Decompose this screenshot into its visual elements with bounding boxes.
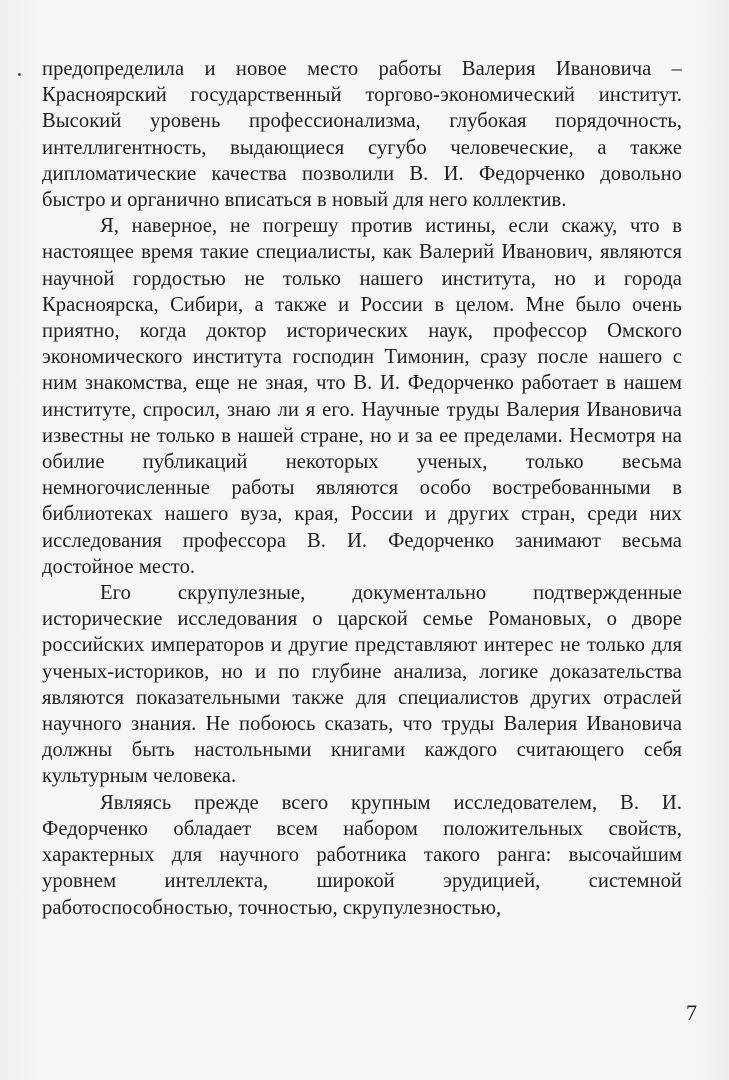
paragraph-4: Являясь прежде всего крупным исследователем, В. И. Федорченко обладает всем набором положительных свойств, характерных для научного работника такого ранга: высочайшим уровнем интеллекта, широкой эрудицией, системной работоспособностью, точностью, скрупулезностью,: [42, 791, 682, 919]
paragraph-3: Его скрупулезные, документально подтвержденные исторические исследования о царской семье Романовых, о дворе российских императоров и другие представляют интерес не только для ученых-историков, но и по глубине анализа, логике доказательства являются показательными также для специалистов других отраслей научного знания. Не побоюсь сказать, что труды Валерия Ивановича должны быть настольными книгами каждого считающего себя культурным человека.: [42, 582, 682, 788]
paragraph-1: предопределила и новое место работы Валерия Ивановича – Красноярский государственный торгово-экономический институт. Высокий уровень профессионализма, глубокая порядочность, интеллигентность, выдающиеся сугубо человеческие, а также дипломатические качества позволили В. И. Федорченко довольно быстро и органично вписаться в новый для него коллектив.: [42, 58, 682, 212]
page-body-text: [42, 56, 682, 921]
page-number: 7: [686, 1000, 697, 1025]
scan-speck: [18, 73, 21, 76]
paragraph-2: Я, наверное, не погрешу против истины, если скажу, что в настоящее время такие специалисты, как Валерий Иванович, являются научной гордостью не только нашего института, но и города Красноярска, Сибири, а также и России в целом. Мне было очень приятно, когда доктор исторических наук, профессор Омского экономического института господин Тимонин, сразу после нашего с ним знакомства, еще не зная, что В. И. Федорченко работает в нашем институте, спросил, знаю ли я его. Научные труды Валерия Ивановича известны не только в нашей стране, но и за ее пределами. Несмотря на обилие публикаций некоторых ученых, только весьма немногочисленные работы являются особо востребованными в библиотеках нашего вуза, края, России и других стран, среди них исследования профессора В. И. Федорченко занимают весьма достойное место.: [42, 215, 682, 578]
